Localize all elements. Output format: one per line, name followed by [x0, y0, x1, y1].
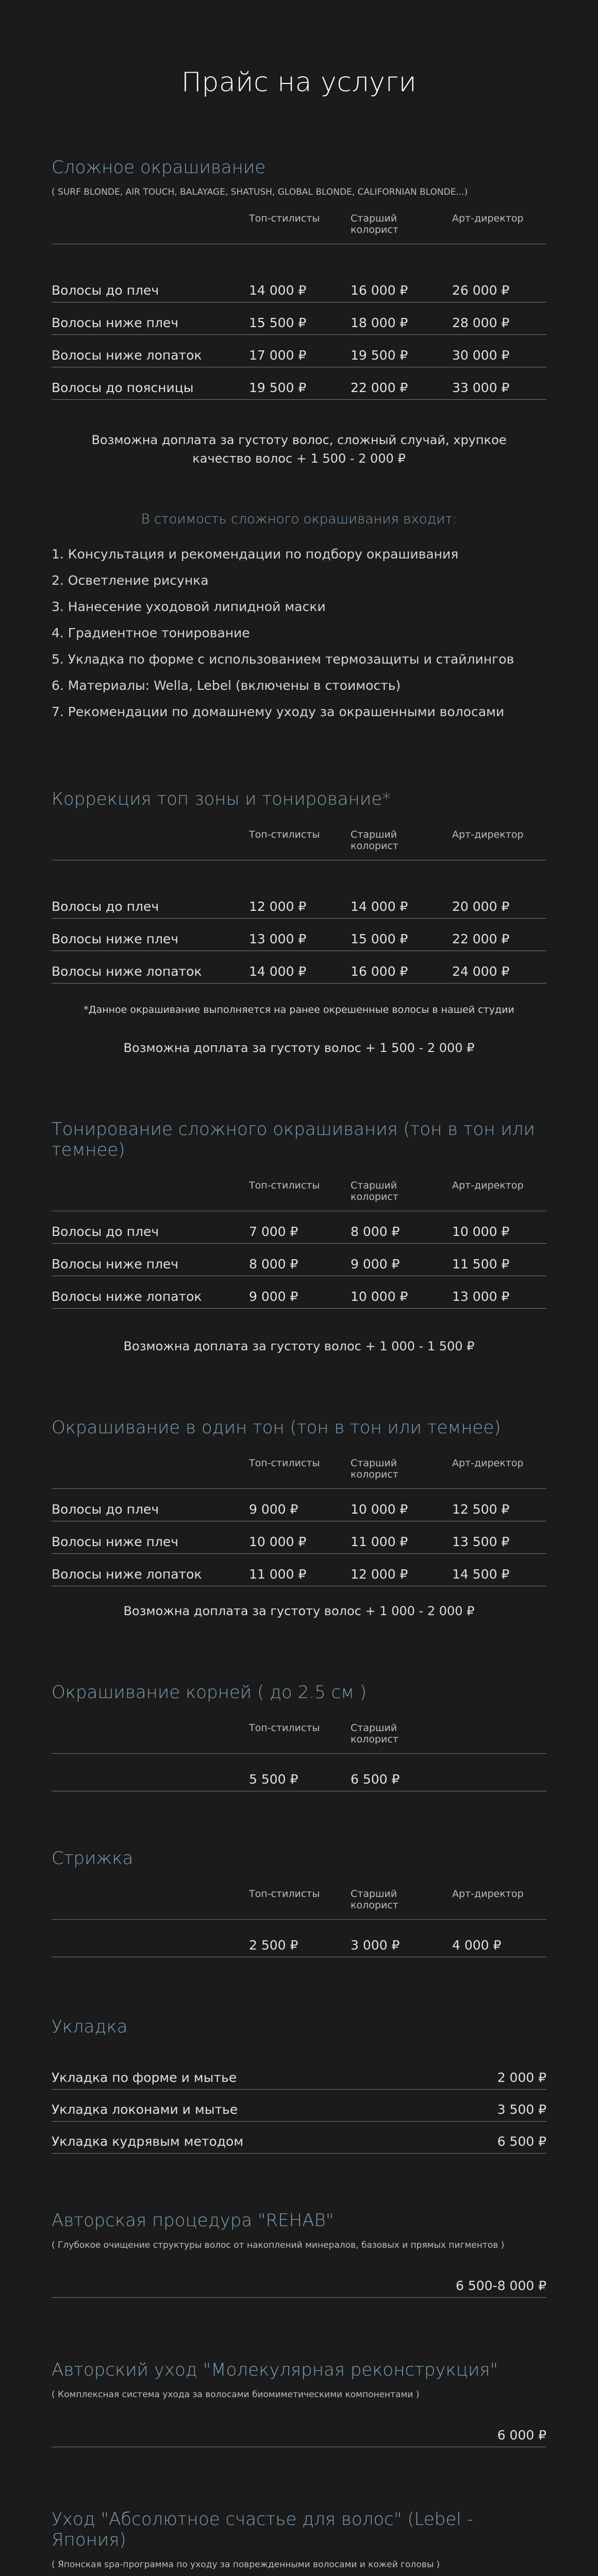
density-surcharge-note: Возможна доплата за густоту волос + 1 500 - 2 000 ₽ — [123, 1041, 475, 1055]
table-row — [52, 1211, 546, 1244]
section-subtitle: ( Глубокое очищение структуры волос от накоплений минералов, базовых и прямых пигментов ) — [52, 2240, 505, 2250]
row-label: Волосы до поясницы — [52, 380, 194, 395]
included-list — [52, 547, 546, 719]
price-art: 4 000 ₽ — [452, 1938, 502, 1953]
price-art: 28 000 ₽ — [452, 315, 510, 330]
col-art-director: Арт-директор — [452, 1458, 524, 1469]
price-art: 12 500 ₽ — [452, 1502, 510, 1517]
section-molecular-reconstruction — [52, 2360, 546, 2447]
price-top: 17 000 ₽ — [249, 348, 307, 363]
section-top-correction — [52, 789, 546, 1057]
table-header — [52, 1722, 546, 1754]
list-item: 5. Укладка по форме с использованием термозащиты и стайлингов — [52, 652, 514, 667]
section-complex-coloring — [52, 157, 546, 719]
col-art-director: Арт-директор — [452, 1180, 524, 1191]
row-label: Укладка локонами и мытье — [52, 2102, 238, 2117]
col-senior-colorist: Старший колорист — [351, 1458, 398, 1480]
col-senior-colorist: Старший колорист — [351, 1180, 398, 1202]
row-price: 2 000 ₽ — [497, 2070, 546, 2085]
col-senior-colorist: Старший колорист — [351, 829, 398, 852]
row-label: Волосы до плеч — [52, 1502, 159, 1517]
col-top-stylists: Топ-стилисты — [249, 213, 320, 224]
price-senior: 18 000 ₽ — [351, 315, 408, 330]
price-art: 11 500 ₽ — [452, 1257, 510, 1272]
price-senior: 10 000 ₽ — [351, 1289, 408, 1304]
section-title: Стрижка — [52, 1848, 134, 1869]
row-label: Волосы до плеч — [52, 899, 159, 914]
row-price: 6 000 ₽ — [497, 2428, 546, 2443]
list-item: 2. Осветление рисунка — [52, 573, 209, 588]
included-title: В стоимость сложного окрашивания входит: — [141, 512, 457, 527]
price-senior: 14 000 ₽ — [351, 899, 408, 914]
table-spacer — [52, 244, 546, 270]
row-price: 6 500 ₽ — [497, 2134, 546, 2149]
price-senior: 10 000 ₽ — [351, 1502, 408, 1517]
section-styling — [52, 2016, 546, 2154]
price-top: 7 000 ₽ — [249, 1224, 298, 1239]
price-page — [52, 0, 546, 2576]
col-top-stylists: Топ-стилисты — [249, 1888, 320, 1900]
row-label: Волосы до плеч — [52, 283, 159, 298]
row-label: Волосы ниже лопаток — [52, 964, 202, 979]
price-top: 14 000 ₽ — [249, 964, 307, 979]
table-row — [52, 2090, 546, 2122]
table-row — [52, 919, 546, 951]
price-senior: 15 000 ₽ — [351, 931, 408, 946]
price-senior: 12 000 ₽ — [351, 1567, 408, 1582]
col-top-stylists: Топ-стилисты — [249, 1458, 320, 1469]
table-row — [52, 335, 546, 367]
price-senior: 8 000 ₽ — [351, 1224, 400, 1239]
section-subtitle: ( Комплексная система ухода за волосами биомиметическими компонентами ) — [52, 2389, 420, 2400]
table-row — [52, 2122, 546, 2154]
row-label: Волосы ниже плеч — [52, 1257, 179, 1272]
section-title: Укладка — [52, 2016, 128, 2037]
table-row — [52, 270, 546, 302]
price-art: 13 500 ₽ — [452, 1534, 510, 1549]
price-senior: 9 000 ₽ — [351, 1257, 400, 1272]
table-row — [52, 1276, 546, 1309]
list-item: 4. Градиентное тонирование — [52, 625, 250, 640]
price-art: 14 500 ₽ — [452, 1567, 510, 1582]
table-header — [52, 829, 546, 860]
list-item: 6. Материалы: Wella, Lebel (включены в стоимость) — [52, 678, 401, 693]
section-title: Окрашивание в один тон (тон в тон или темнее) — [52, 1417, 501, 1438]
section-title: Авторская процедура "REHAB" — [52, 2210, 334, 2231]
price-top: 9 000 ₽ — [249, 1502, 298, 1517]
table-row — [52, 1521, 546, 1554]
row-label: Волосы ниже плеч — [52, 931, 179, 946]
price-top: 11 000 ₽ — [249, 1567, 307, 1582]
row-label: Волосы ниже плеч — [52, 315, 179, 330]
price-senior: 19 500 ₽ — [351, 348, 408, 363]
price-row — [52, 2415, 546, 2447]
section-title: Тонирование сложного окрашивания (тон в тон или темнее) — [52, 1119, 535, 1160]
section-rehab — [52, 2210, 546, 2298]
price-art: 33 000 ₽ — [452, 380, 510, 395]
table-header — [52, 1458, 546, 1489]
section-toning — [52, 1119, 546, 1355]
row-label: Волосы до плеч — [52, 1224, 159, 1239]
price-senior: 6 500 ₽ — [351, 1772, 400, 1787]
col-top-stylists: Топ-стилисты — [249, 1180, 320, 1191]
table-row — [52, 1754, 546, 1791]
row-label: Волосы ниже плеч — [52, 1534, 179, 1549]
price-art: 24 000 ₽ — [452, 964, 510, 979]
col-senior-colorist: Старший колорист — [351, 1722, 398, 1745]
col-art-director: Арт-директор — [452, 213, 524, 224]
price-top: 13 000 ₽ — [249, 931, 307, 946]
table-row — [52, 886, 546, 919]
price-art: 22 000 ₽ — [452, 931, 510, 946]
table-row — [52, 1920, 546, 1957]
section-subtitle: ( Японская spa-программа по уходу за поврежденными волосами и кожей головы ) — [52, 2560, 440, 2570]
price-top: 19 500 ₽ — [249, 380, 307, 395]
price-senior: 22 000 ₽ — [351, 380, 408, 395]
row-label: Волосы ниже лопаток — [52, 1289, 202, 1304]
list-item: 3. Нанесение уходовой липидной маски — [52, 599, 326, 614]
table-header — [52, 213, 546, 244]
col-senior-colorist: Старший колорист — [351, 1888, 398, 1911]
price-top: 8 000 ₽ — [249, 1257, 298, 1272]
price-art: 30 000 ₽ — [452, 348, 510, 363]
row-label: Укладка кудрявым методом — [52, 2134, 244, 2149]
row-label: Укладка по форме и мытье — [52, 2070, 237, 2085]
section-title: Окрашивание корней ( до 2.5 см ) — [52, 1682, 367, 1703]
price-top: 15 500 ₽ — [249, 315, 307, 330]
studio-only-note: *Данное окрашивание выполняется на ранее окрешенные волосы в нашей студии — [84, 1004, 514, 1015]
price-art: 13 000 ₽ — [452, 1289, 510, 1304]
price-top: 2 500 ₽ — [249, 1938, 298, 1953]
price-art: 26 000 ₽ — [452, 283, 510, 298]
col-art-director: Арт-директор — [452, 1888, 524, 1900]
price-top: 9 000 ₽ — [249, 1289, 298, 1304]
col-top-stylists: Топ-стилисты — [249, 829, 320, 840]
section-title: Уход "Абсолютное счастье для волос" (Lebel - Япония) — [52, 2509, 473, 2550]
list-item: 1. Консультация и рекомендации по подбору окрашивания — [52, 547, 459, 562]
price-art: 10 000 ₽ — [452, 1224, 510, 1239]
col-art-director — [445, 1722, 546, 1745]
section-title: Авторский уход "Молекулярная реконструкция" — [52, 2360, 499, 2380]
price-senior: 11 000 ₽ — [351, 1534, 408, 1549]
row-label: Волосы ниже лопаток — [52, 1567, 202, 1582]
section-single-tone — [52, 1417, 546, 1620]
page-title: Прайс на услуги — [181, 67, 417, 98]
price-row — [52, 2266, 546, 2298]
col-senior-colorist: Старший колорист — [351, 213, 398, 235]
density-surcharge-note: Возможна доплата за густоту волос + 1 000 - 2 000 ₽ — [123, 1604, 475, 1618]
col-top-stylists: Топ-стилисты — [249, 1722, 320, 1734]
col-art-director: Арт-директор — [452, 829, 524, 840]
table-row — [52, 1244, 546, 1276]
table-row — [52, 302, 546, 335]
table-row — [52, 1554, 546, 1586]
price-senior: 3 000 ₽ — [351, 1938, 400, 1953]
density-surcharge-note: Возможна доплата за густоту волос, сложный случай, хрупкое качество волос + 1 500 - 2 000 ₽ — [91, 433, 507, 466]
table-spacer — [52, 860, 546, 886]
table-header — [52, 1180, 546, 1211]
table-row — [52, 367, 546, 400]
section-title: Коррекция топ зоны и тонирование* — [52, 789, 391, 809]
table-row — [52, 1489, 546, 1521]
price-top: 5 500 ₽ — [249, 1772, 298, 1787]
price-senior: 16 000 ₽ — [351, 964, 408, 979]
price-art: 20 000 ₽ — [452, 899, 510, 914]
density-surcharge-note: Возможна доплата за густоту волос + 1 000 - 1 500 ₽ — [123, 1339, 475, 1353]
table-row — [52, 951, 546, 984]
section-haircut — [52, 1848, 546, 1957]
section-roots — [52, 1682, 546, 1791]
price-top: 14 000 ₽ — [249, 283, 307, 298]
table-row — [52, 2058, 546, 2090]
section-subtitle: ( SURF BLONDE, AIR TOUCH, BALAYAGE, SHATUSH, GLOBAL BLONDE, CALIFORNIAN BLONDE...) — [52, 187, 468, 197]
row-price: 6 500-8 000 ₽ — [455, 2278, 546, 2293]
row-price: 3 500 ₽ — [497, 2102, 546, 2117]
price-top: 12 000 ₽ — [249, 899, 307, 914]
price-top: 10 000 ₽ — [249, 1534, 307, 1549]
row-label: Волосы ниже лопаток — [52, 348, 202, 363]
list-item: 7. Рекомендации по домашнему уходу за окрашенными волосами — [52, 704, 505, 719]
section-absolute-happiness — [52, 2509, 546, 2576]
price-senior: 16 000 ₽ — [351, 283, 408, 298]
section-title: Сложное окрашивание — [52, 157, 266, 178]
table-header — [52, 1888, 546, 1920]
